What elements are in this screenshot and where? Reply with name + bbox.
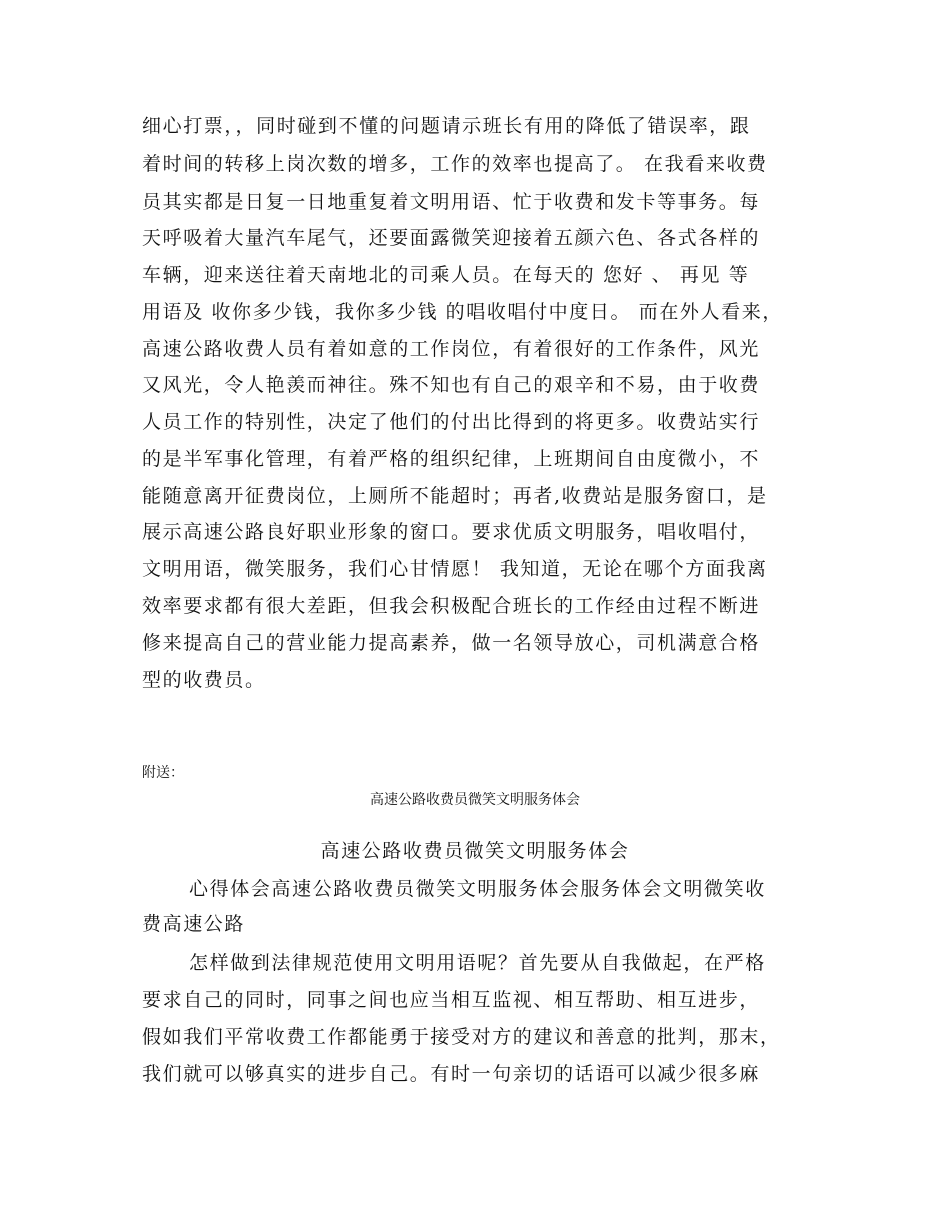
paragraph-line: 天呼吸着大量汽车尾气，还要面露微笑迎接着五颜六色、各式各样的 xyxy=(142,227,761,249)
paragraph-line: 着时间的转移上岗次数的增多，工作的效率也提高了。 在我看来收费 xyxy=(142,153,768,175)
body-line: 我们就可以够真实的进步自己。有时一句亲切的话语可以减少很多麻 xyxy=(142,1063,761,1085)
paragraph-line: 展示高速公路良好职业形象的窗口。要求优质文明服务，唱收唱付， xyxy=(142,521,761,543)
paragraph-line: 效率要求都有很大差距，但我会积极配合班长的工作经由过程不断进 xyxy=(142,595,761,617)
paragraph-line: 高速公路收费人员有着如意的工作岗位，有着很好的工作条件，风光 xyxy=(142,338,761,360)
paragraph-line: 文明用语，微笑服务，我们心甘情愿！ 我知道，无论在哪个方面我离 xyxy=(142,558,768,580)
paragraph-line: 能随意离开征费岗位，上厕所不能超时；再者,收费站是服务窗口，是 xyxy=(142,485,768,507)
body-line: 怎样做到法律规范使用文明用语呢？首先要从自我做起，在严格 xyxy=(189,952,766,974)
paragraph-line: 细心打票，，同时碰到不懂的问题请示班长有用的降低了错误率，跟 xyxy=(142,115,751,137)
paragraph-line: 车辆，迎来送往着天南地北的司乘人员。在每天的 您好 、 再见 等 xyxy=(142,264,750,286)
body-line: 要求自己的同时，同事之间也应当相互监视、相互帮助、相互进步， xyxy=(142,989,761,1011)
paragraph-line: 修来提高自己的营业能力提高素养，做一名领导放心，司机满意合格 xyxy=(142,632,761,654)
paragraph-line: 人员工作的特别性，决定了他们的付出比得到的将更多。收费站实行 xyxy=(142,411,761,433)
appendix-small-title: 高速公路收费员微笑文明服务体会 xyxy=(370,792,580,808)
paragraph-line: 的是半军事化管理，有着严格的组织纪律，上班期间自由度微小，不 xyxy=(142,448,761,470)
paragraph-line: 型的收费员。 xyxy=(142,669,266,691)
document-title: 高速公路收费员微笑文明服务体会 xyxy=(320,840,630,862)
body-line: 假如我们平常收费工作都能勇于接受对方的建议和善意的批判，那末， xyxy=(142,1026,781,1048)
paragraph-line: 员其实都是日复一日地重复着文明用语、忙于收费和发卡等事务。每 xyxy=(142,191,761,213)
keywords-line: 费高速公路 xyxy=(142,913,246,935)
keywords-line: 心得体会高速公路收费员微笑文明服务体会服务体会文明微笑收 xyxy=(189,878,766,900)
paragraph-line: 用语及 收你多少钱，我你多少钱 的唱收唱付中度日。 而在外人看来， xyxy=(142,301,783,323)
appendix-label: 附送： xyxy=(142,765,184,781)
paragraph-line: 又风光，令人艳羡而神往。殊不知也有自己的艰辛和不易，由于收费 xyxy=(142,374,761,396)
